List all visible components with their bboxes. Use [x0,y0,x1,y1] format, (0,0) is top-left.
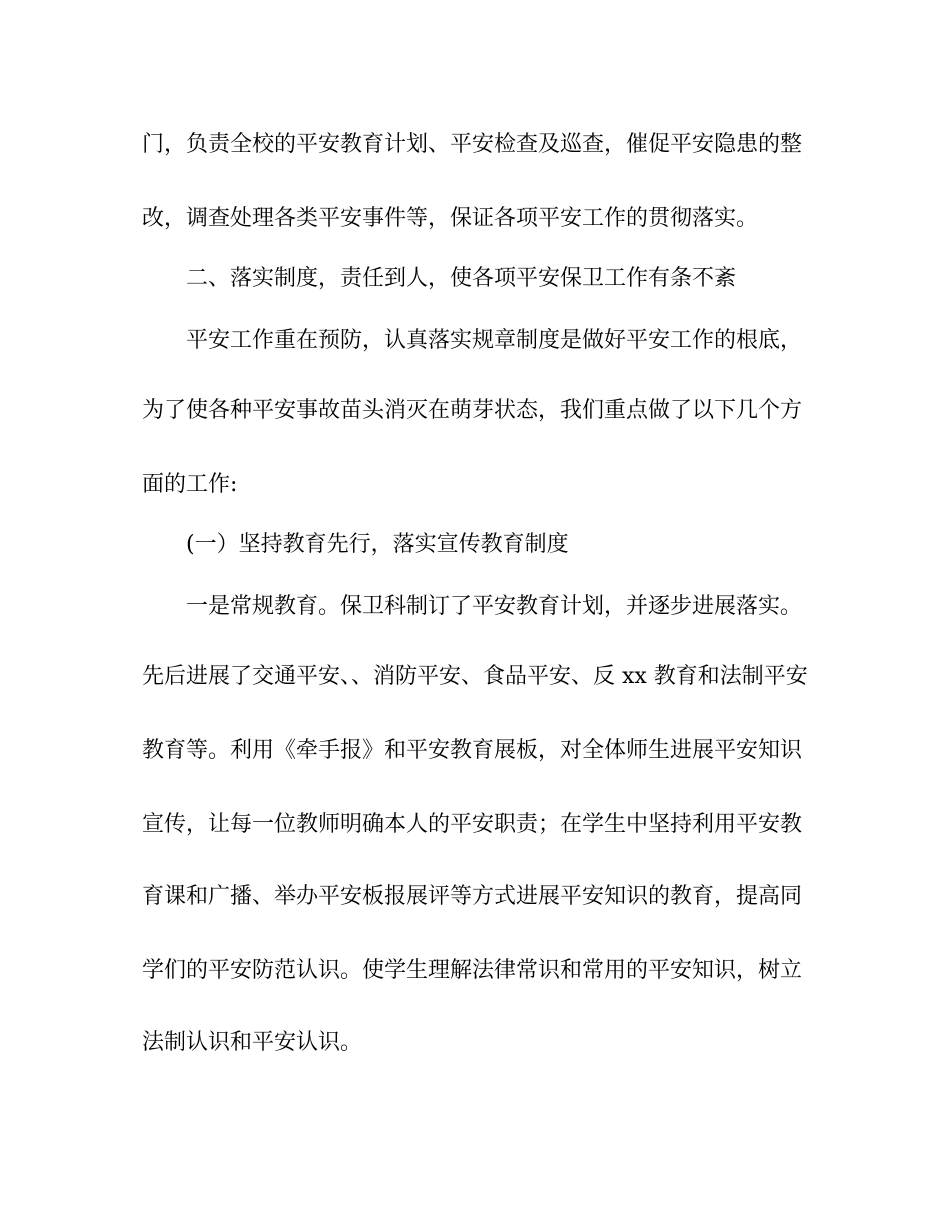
paragraph-line: 一是常规教育。保卫科制订了平安教育计划，并逐步进展落实。 [186,594,803,619]
paragraph-line: 法制认识和平安认识。 [142,1030,363,1055]
paragraph-line: 门，负责全校的平安教育计划、平安检查及巡查，催促平安隐患的整 [142,132,803,157]
paragraph-line: 教育等。利用《牵手报》和平安教育展板，对全体师生进展平安知识 [142,738,803,763]
paragraph-line: 改，调查处理各类平安事件等，保证各项平安工作的贯彻落实。 [142,206,759,231]
paragraph-line: 面的工作: [142,472,238,497]
paragraph-line: 育课和广播、举办平安板报展评等方式进展平安知识的教育，提高同 [142,884,803,909]
section-heading: 二、落实制度，责任到人，使各项平安保卫工作有条不紊 [186,266,737,291]
paragraph-line: 为了使各种平安事故苗头消灭在萌芽状态，我们重点做了以下几个方 [142,398,803,423]
paragraph-line: 宣传，让每一位教师明确本人的平安职责；在学生中坚持利用平安教 [142,812,803,837]
subsection-heading: (一）坚持教育先行，落实宣传教育制度 [186,532,569,557]
paragraph-line: 学们的平安防范认识。使学生理解法律常识和常用的平安知识，树立 [142,958,803,983]
paragraph-line: 先后进展了交通平安、、消防平安、食品平安、反 xx 教育和法制平安 [142,664,808,689]
paragraph-line: 平安工作重在预防，认真落实规章制度是做好平安工作的根底， [186,328,803,353]
